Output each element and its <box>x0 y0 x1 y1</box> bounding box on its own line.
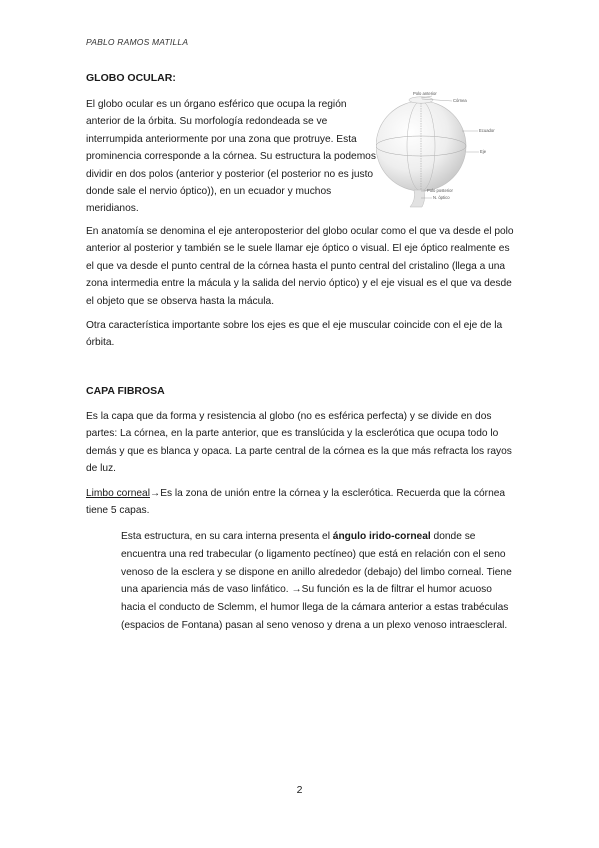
section-heading-globo-ocular: GLOBO OCULAR: <box>86 72 176 84</box>
label-polo-posterior: Polo posterior <box>427 188 453 193</box>
paragraph-capa-fibrosa: Es la capa que da forma y resistencia al globo (no es esférica perfecta) y se divide en dos partes: La córnea, en la parte anterior, que es translúcida y la esclerótica que ocupa todo lo demás y que es blanca y opaca. La parte central de la córnea es la que más refracta los rayos de luz. <box>86 411 512 475</box>
paragraph-limbo <box>86 485 514 520</box>
term-limbo-corneal: Limbo corneal <box>86 488 150 499</box>
paragraph-angulo-irido-corneal: Esta estructura, en su cara interna presenta el ángulo irido-corneal donde se encuentra una red trabecular (o ligamento pectíneo) que está en relación con el seno venoso de la esclera y se dispone en anillo alrededor (debajo) del limbo corneal. Tiene una apariencia más de vaso linfático. →Su función es la de filtrar el humor acuoso hacia el conducto de Sclemm, el humor llega de la cámara anterior a estas trabéculas (espacios de Fontana) pasan al seno venoso y drena a un plexo venoso intraescleral. <box>121 531 512 631</box>
limbo-description: →Es la zona de unión entre la córnea y la esclerótica. Recuerda que la córnea tiene 5 capas. <box>86 488 506 517</box>
label-eje: Eje <box>480 149 487 154</box>
eyeball-diagram <box>376 90 512 208</box>
label-cornea: Córnea <box>453 98 467 103</box>
paragraph-globo-intro: El globo ocular es un órgano esférico que ocupa la región anterior de la órbita. Su morfología redondeada se ve interrumpida anteriormente por una zona que protruye. Esta prominencia corresponde a la córnea. Su estructura la podemos dividir en dos polos (anterior y posterior (el posterior no es justo donde sale el nervio óptico)), en un ecuador y muchos meridianos. <box>86 99 376 215</box>
label-polo-anterior: Polo anterior <box>413 91 437 96</box>
paragraph-ejes: En anatomía se denomina el eje anteroposterior del globo ocular como el que va desde el polo anterior al posterior y también se le suele llamar eje óptico o visual. El eje óptico realmente es el que va desde el punto central de la córnea hasta el punto central del cristalino (llega a una zona intermedia entre la mácula y la salida del nervio óptico) y el eje visual es el que va desde el objeto que se observa hasta la mácula. <box>86 226 514 307</box>
section-heading-capa-fibrosa: CAPA FIBROSA <box>86 385 165 397</box>
term-angulo-irido-corneal: ángulo irido-corneal <box>332 531 431 542</box>
label-ecuador: Ecuador <box>479 128 495 133</box>
page-number: 2 <box>296 784 303 796</box>
label-nervio-optico: N. óptico <box>433 195 450 200</box>
cornea-shape <box>409 97 433 103</box>
running-header: PABLO RAMOS MATILLA <box>86 37 189 47</box>
eyeball-svg <box>376 90 512 208</box>
optic-nerve-shape <box>410 190 425 207</box>
paragraph-eje-muscular: Otra característica importante sobre los ejes es que el eje muscular coincide con el eje de la órbita. <box>86 320 503 349</box>
